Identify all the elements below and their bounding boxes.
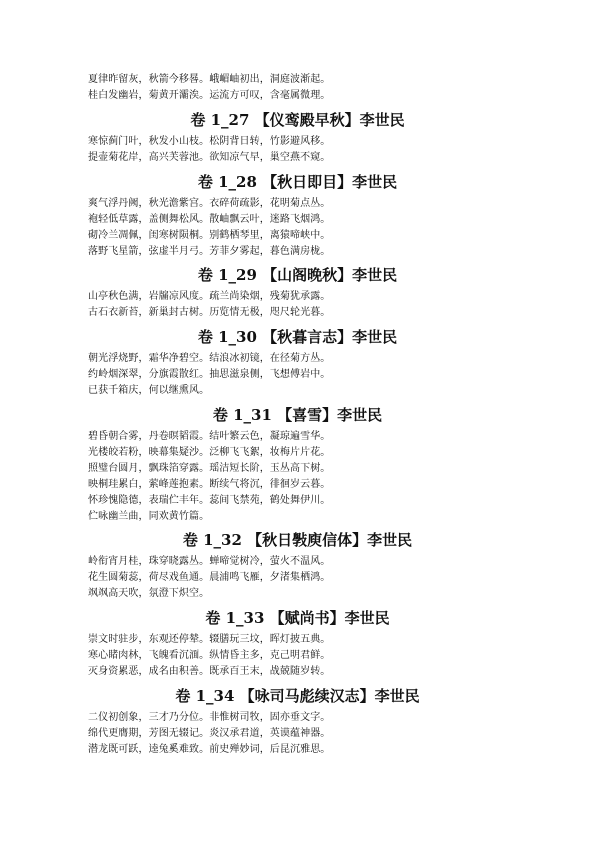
poem-line: 砌冷兰凋佩，闺寒树陨桐。别鹤栖琴里，离猿啼峡中。 [88,230,331,241]
poem-line: 映桐珪累白，萦峰莲抱素。断续气将沉，徘徊岁云暮。 [88,479,331,490]
poem-line: 二仪初创象，三才乃分位。非惟树司牧，固亦垂文字。 [88,712,331,723]
poem-title: 卷 1_30 【秋暮言志】李世民 [197,328,398,346]
poem-line: 提壶菊花岸，高兴芙蓉池。欲知凉气早，巢空燕不窥。 [88,152,331,163]
poem-line: 已获千箱庆，何以继熏风。 [88,385,210,396]
poem-line: 袍轻低草露，盖侧舞松风。散岫飘云叶，迷路飞烟鸿。 [88,214,331,225]
poem-title: 卷 1_32 【秋日斅庾信体】李世民 [182,531,413,549]
poem-title: 卷 1_29 【山阁晚秋】李世民 [197,266,398,284]
poem-line: 寒惊蓟门叶，秋发小山枝。松阴背日转，竹影避风移。 [88,136,331,147]
poem-line: 爽气浮丹阙，秋光澹紫宫。衣碎荷疏影，花明菊点丛。 [88,198,331,209]
poem-title: 卷 1_28 【秋日即目】李世民 [197,173,398,191]
poem-line: 照璧台圆月，飘珠箔穿露。瑶洁短长阶，玉丛高下树。 [88,463,331,474]
poem-line: 花生圆菊蕊，荷尽戏鱼通。晨浦鸣飞雁，夕渚集栖鸿。 [88,572,331,583]
poem-line: 灭身资累恶，成名由积善。既承百王末，战兢随岁转。 [88,666,331,677]
poem-line: 落野飞星箭，弦虚半月弓。芳菲夕雾起，暮色满房栊。 [88,246,331,257]
poem-title: 卷 1_31 【喜雪】李世民 [212,406,383,424]
poem-line: 山亭秋色满，岩牖凉风度。疏兰尚染烟，残菊犹承露。 [88,291,331,302]
poem-line: 岭衔宵月桂，珠穿晓露丛。蝉啼觉树冷，萤火不温风。 [88,556,331,567]
poem-line: 桂白发幽岩，菊黄开灞涘。运流方可叹，含毫属微理。 [88,90,331,101]
poem-line: 潜龙既可跃，逵兔奚难致。前史殚妙词，后昆沉雅思。 [88,744,331,755]
poem-line: 伫咏幽兰曲，同欢黄竹篇。 [88,511,210,522]
poem-line: 怀珍愧隐德，表瑞伫丰年。蕊间飞禁苑，鹤处舞伊川。 [88,495,331,506]
poem-line: 飒飒高天吹，氛澄下炽空。 [88,588,210,599]
poem-line: 崇文时驻步，东观还停辇。辍膳玩三坟，晖灯披五典。 [88,634,331,645]
poem-title: 卷 1_33 【赋尚书】李世民 [205,609,390,627]
poem-line: 古石衣新苔，新巢封古树。历览情无极，咫尺轮光暮。 [88,307,331,318]
poem-line: 约岭烟深翠，分旗霞散红。抽思滋泉侧，飞想傅岩中。 [88,369,331,380]
poem-line: 光楼皎若粉，映幕集疑沙。泛柳飞飞絮，妆梅片片花。 [88,447,331,458]
poem-title: 卷 1_27 【仪鸾殿早秋】李世民 [190,111,405,129]
poem-line: 绵代更膺期，芳图无辍记。炎汉承君道，英谟蕴神器。 [88,728,331,739]
poem-line: 朝光浮烧野，霜华净碧空。结浪冰初镜，在径菊方丛。 [88,353,331,364]
poem-title: 卷 1_34 【咏司马彪续汉志】李世民 [175,687,420,705]
poem-line: 夏律昨留灰，秋箭今移晷。峨嵋岫初出，洞庭波渐起。 [88,74,331,85]
poem-line: 碧昏朝合雾，丹卷暝韬霞。结叶繁云色，凝琼遍雪华。 [88,431,331,442]
poem-line: 寒心睹肉林，飞魄看沉湎。纵情昏主多，克己明君鲜。 [88,650,331,661]
